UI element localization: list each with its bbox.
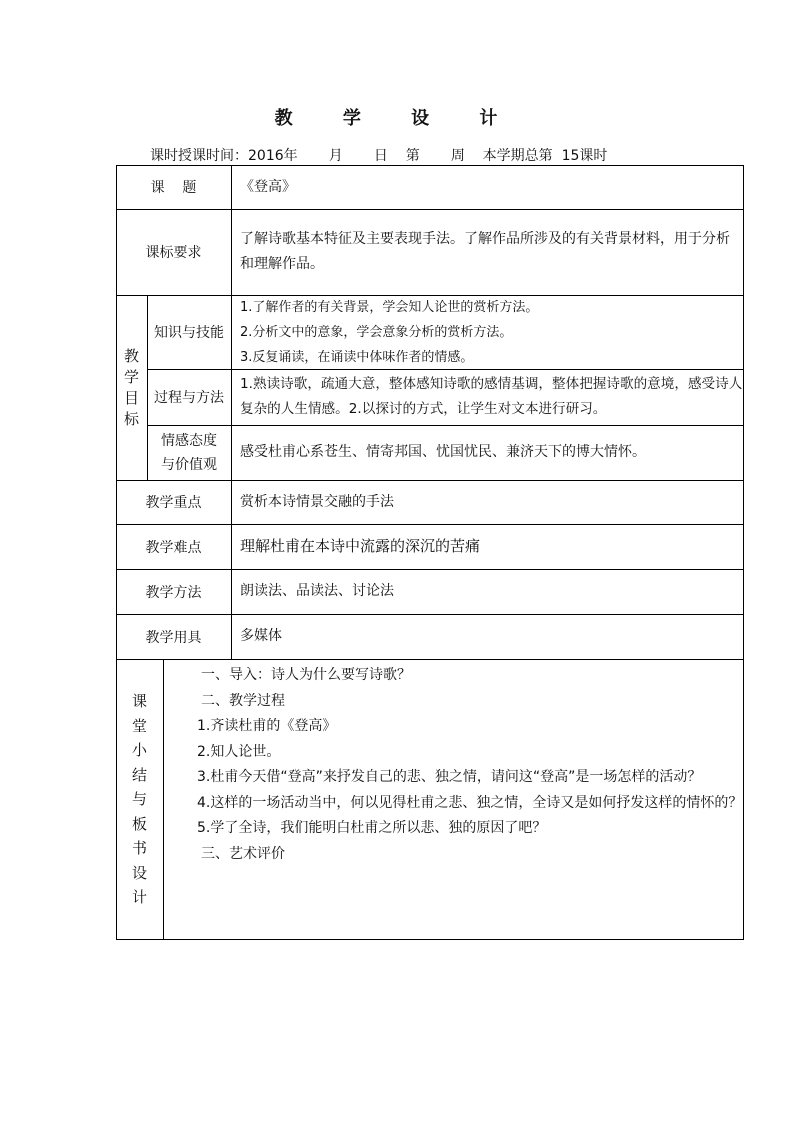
objectives-char: 学	[123, 367, 139, 386]
objectives-char: 标	[123, 409, 139, 428]
standard-label: 课标要求	[145, 245, 202, 261]
topic-label: 课 题	[150, 180, 197, 196]
tools-value: 多媒体	[240, 628, 282, 644]
summary-line: 二、教学过程	[201, 692, 285, 709]
objectives-char: 目	[123, 388, 139, 407]
summary-label-char: 与	[131, 790, 147, 809]
summary-line: 一、导入：诗人为什么要写诗歌？	[201, 667, 411, 683]
summary-content	[197, 663, 742, 867]
summary-line: 1.齐读杜甫的《登高》	[197, 718, 337, 734]
summary-label-char: 堂	[131, 716, 147, 735]
summary-label-char: 计	[131, 888, 147, 907]
lesson-time-line: 课时授课时间：2016年 月 日 第 周 本学期总第 15课时	[150, 148, 608, 164]
knowledge-item: 1.了解作者的有关背景，学会知人论世的赏析方法。	[240, 299, 539, 315]
emotion-label	[147, 425, 231, 480]
standard-value: 了解诗歌基本特征及主要表现手法。了解作品所涉及的有关背景材料，用于分析和理解作品。	[240, 231, 730, 272]
page-title: 教 学 设 计	[274, 108, 520, 129]
summary-label-char: 书	[131, 839, 147, 858]
summary-line: 3.杜甫今天借“登高”来抒发自己的悲、独之情，请问这“登高”是一场怎样的活动？	[197, 769, 702, 785]
key-point-value: 赏析本诗情景交融的手法	[240, 493, 394, 510]
difficulty-value: 理解杜甫在本诗中流露的深沉的苦痛	[240, 537, 481, 555]
summary-divider	[163, 659, 164, 940]
emotion-value: 感受杜甫心系苍生、情寄邦国、忧国忧民、兼济天下的博大情怀。	[240, 444, 646, 460]
summary-label-char: 课	[131, 692, 147, 711]
method-value: 朗读法、品读法、讨论法	[240, 583, 394, 599]
objectives-char: 教	[123, 346, 139, 365]
knowledge-item: 3.反复诵读，在诵读中体味作者的情感。	[240, 349, 474, 365]
summary-label-char: 小	[131, 741, 147, 760]
objectives-group-label	[116, 295, 147, 480]
knowledge-label: 知识与技能	[154, 325, 224, 341]
table-border-bottom	[116, 939, 744, 940]
tools-label: 教学用具	[145, 629, 202, 646]
process-value: 1.熟读诗歌，疏通大意，整体感知诗歌的感情基调，整体把握诗歌的意境，感受诗人复杂的人生情感。2.以探讨的方式，让学生对文本进行研习。	[240, 376, 743, 417]
knowledge-list	[232, 295, 740, 369]
summary-label-char: 板	[131, 814, 147, 833]
knowledge-item: 2.分析文中的意象，学会意象分析的赏析方法。	[240, 324, 513, 340]
row-rule	[116, 659, 744, 660]
key-point-label: 教学重点	[145, 495, 202, 511]
summary-label	[116, 659, 163, 940]
emotion-label-line: 与价值观	[161, 456, 217, 473]
summary-line: 三、艺术评价	[201, 845, 285, 862]
summary-label-char: 结	[131, 765, 147, 784]
summary-line: 2.知人论世。	[197, 743, 281, 760]
summary-label-char: 设	[131, 863, 147, 882]
summary-line: 5.学了全诗，我们能明白杜甫之所以悲、独的原因了吧？	[197, 820, 547, 836]
process-label: 过程与方法	[154, 390, 224, 406]
emotion-label-line: 情感态度	[161, 432, 217, 449]
method-label: 教学方法	[145, 584, 202, 601]
difficulty-label: 教学难点	[145, 539, 202, 556]
topic-value: 《登高》	[240, 178, 296, 195]
summary-line: 4.这样的一场活动当中，何以见得杜甫之悲、独之情，全诗又是如何抒发这样的情怀的？	[197, 794, 743, 811]
